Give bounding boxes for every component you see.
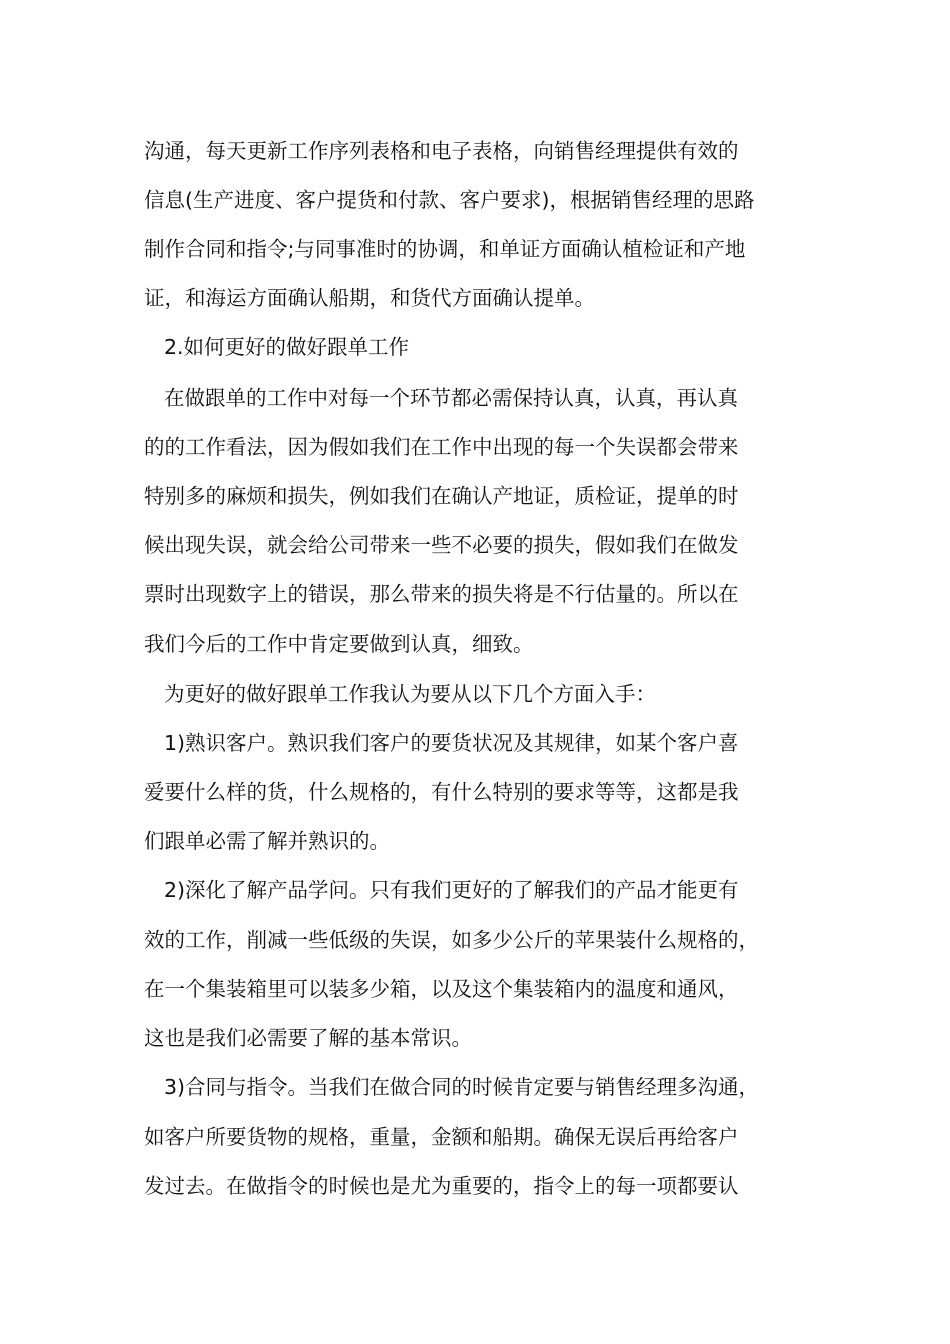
- list-item-line: 这也是我们必需要了解的基本常识。: [144, 1026, 472, 1050]
- paragraph-line: 的的工作看法，因为假如我们在工作中出现的每一个失误都会带来: [144, 435, 739, 459]
- list-item-line: 们跟单必需了解并熟识的。: [144, 829, 390, 853]
- paragraph-line: 证，和海运方面确认船期，和货代方面确认提单。: [144, 286, 595, 310]
- paragraph-line: 票时出现数字上的错误，那么带来的损失将是不行估量的。所以在: [144, 582, 739, 606]
- paragraph-line: 候出现失误，就会给公司带来一些不必要的损失，假如我们在做发: [144, 533, 739, 557]
- paragraph-line: 为更好的做好跟单工作我认为要从以下几个方面入手：: [164, 682, 656, 706]
- paragraph-line: 信息(生产进度、客户提货和付款、客户要求)，根据销售经理的思路: [144, 188, 755, 212]
- list-item-line: 3)合同与指令。当我们在做合同的时候肯定要与销售经理多沟通，: [164, 1075, 760, 1099]
- list-item-line: 效的工作，削减一些低级的失误，如多少公斤的苹果装什么规格的，: [144, 928, 759, 952]
- paragraph-line: 我们今后的工作中肯定要做到认真，细致。: [144, 632, 534, 656]
- paragraph-line: 沟通，每天更新工作序列表格和电子表格，向销售经理提供有效的: [144, 139, 739, 163]
- paragraph-line: 特别多的麻烦和损失，例如我们在确认产地证，质检证，提单的时: [144, 484, 739, 508]
- list-item-line: 在一个集装箱里可以装多少箱，以及这个集装箱内的温度和通风，: [144, 977, 739, 1001]
- section-heading: 2.如何更好的做好跟单工作: [164, 335, 410, 359]
- list-item-line: 爱要什么样的货，什么规格的，有什么特别的要求等等，这都是我: [144, 780, 739, 804]
- list-item-line: 2)深化了解产品学问。只有我们更好的了解我们的产品才能更有: [164, 878, 739, 902]
- paragraph-line: 制作合同和指令;与同事准时的协调，和单证方面确认植检证和产地: [144, 237, 746, 261]
- list-item-line: 如客户所要货物的规格，重量，金额和船期。确保无误后再给客户: [144, 1125, 739, 1149]
- list-item-line: 1)熟识客户。熟识我们客户的要货状况及其规律，如某个客户喜: [164, 731, 739, 755]
- paragraph-line: 在做跟单的工作中对每一个环节都必需保持认真，认真，再认真: [164, 386, 738, 410]
- list-item-line: 发过去。在做指令的时候也是尤为重要的，指令上的每一项都要认: [144, 1174, 739, 1198]
